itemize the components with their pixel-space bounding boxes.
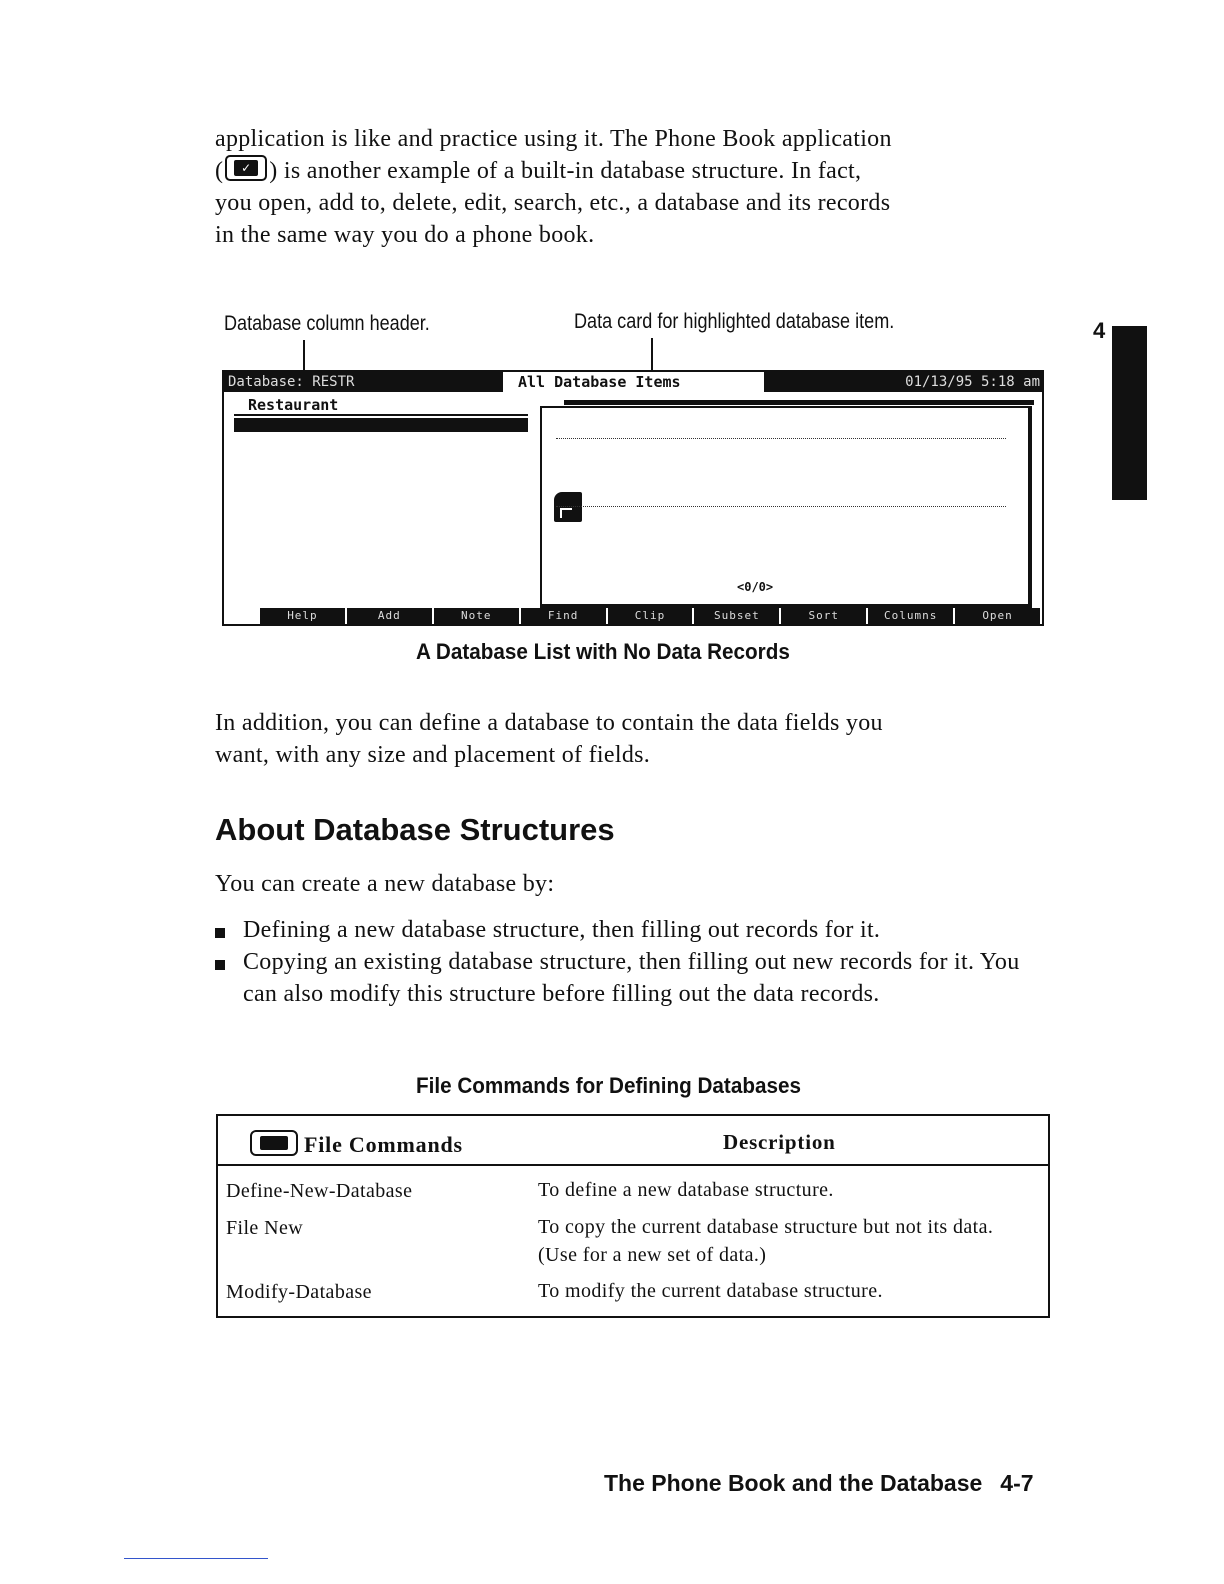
table-cell-command: Define-New-Database bbox=[226, 1180, 413, 1202]
database-name: Database: RESTR bbox=[224, 372, 503, 392]
addition-paragraph bbox=[215, 707, 1045, 771]
page-footer bbox=[604, 1470, 1034, 1497]
table-header-row bbox=[218, 1116, 1048, 1166]
bullet-icon bbox=[215, 960, 225, 970]
fkey-subset[interactable]: Subset bbox=[694, 608, 781, 624]
table-cell-description: To copy the current database structure but not its data. (Use for a new set of data.) bbox=[538, 1216, 994, 1266]
callout-data-card: Data card for highlighted database item. bbox=[574, 310, 895, 333]
page-number: 4-7 bbox=[1000, 1470, 1034, 1496]
table-cell-description: To modify the current database structure. bbox=[538, 1280, 883, 1302]
section-heading: About Database Structures bbox=[215, 812, 615, 847]
bullet-list bbox=[215, 914, 1045, 1010]
intro-line-4: in the same way you do a phone book. bbox=[215, 222, 595, 248]
intro-line-1: application is like and practice using it. The Phone Book application bbox=[215, 126, 892, 152]
data-card bbox=[540, 406, 1032, 608]
bullet-icon bbox=[215, 928, 225, 938]
note-icon bbox=[554, 492, 582, 522]
chapter-number: 4 bbox=[1093, 318, 1106, 343]
intro-line-2-pre: ( bbox=[215, 158, 224, 184]
view-name: All Database Items bbox=[518, 373, 681, 391]
intro-line-3: you open, add to, delete, edit, search, etc., a database and its records bbox=[215, 190, 891, 216]
figure-caption: A Database List with No Data Records bbox=[416, 639, 790, 664]
table-header-commands bbox=[250, 1130, 463, 1158]
column-underline bbox=[234, 414, 528, 416]
bullet-text: Copying an existing database structure, then filling out new records for it. You can also modify this structure before filling out the data records. bbox=[243, 949, 1020, 1007]
fkey-open[interactable]: Open bbox=[982, 609, 1013, 622]
intro-line-2 bbox=[215, 155, 1045, 187]
fkey-sort[interactable]: Sort bbox=[781, 608, 868, 624]
record-count: <0/0> bbox=[737, 580, 774, 594]
fkey-find[interactable]: Find bbox=[521, 608, 608, 624]
addition-line-2: want, with any size and placement of fields. bbox=[215, 742, 651, 768]
screen-title-bar bbox=[224, 372, 1042, 394]
table-cell-description: To define a new database structure. bbox=[538, 1179, 834, 1201]
fkey-help[interactable]: Help bbox=[260, 608, 347, 624]
fkey-clip[interactable]: Clip bbox=[608, 608, 695, 624]
card-field-line bbox=[556, 438, 1006, 439]
col1-label: File Commands bbox=[304, 1132, 463, 1157]
table-cell-command: Modify-Database bbox=[226, 1281, 372, 1303]
phone-book-key-icon: ✓ bbox=[225, 155, 267, 181]
addition-line-1: In addition, you can define a database to contain the data fields you bbox=[215, 710, 883, 736]
file-key-icon bbox=[250, 1130, 298, 1156]
chapter-tab-bar bbox=[1112, 326, 1147, 500]
function-key-bar bbox=[260, 608, 1040, 624]
table-caption: File Commands for Defining Databases bbox=[416, 1073, 801, 1098]
date-time: 01/13/95 5:18 am bbox=[764, 372, 1042, 392]
create-intro: You can create a new database by: bbox=[215, 871, 555, 897]
intro-line-2-post: ) is another example of a built-in database structure. In fact, bbox=[269, 158, 862, 184]
callout-column-header: Database column header. bbox=[224, 312, 430, 335]
file-commands-table bbox=[216, 1114, 1050, 1318]
table-header-description: Description bbox=[723, 1130, 836, 1154]
fkey-columns[interactable]: Columns bbox=[868, 608, 955, 624]
fkey-note[interactable]: Note bbox=[434, 608, 521, 624]
list-item bbox=[215, 914, 1045, 946]
fkey-add[interactable]: Add bbox=[347, 608, 434, 624]
card-field-line bbox=[556, 506, 1006, 507]
highlighted-row[interactable] bbox=[234, 418, 528, 432]
database-screenshot bbox=[222, 370, 1044, 626]
footnote-rule bbox=[124, 1558, 268, 1559]
footer-title: The Phone Book and the Database bbox=[604, 1470, 983, 1496]
table-cell-command: File New bbox=[226, 1217, 304, 1239]
intro-paragraph bbox=[215, 123, 1045, 251]
list-item bbox=[215, 946, 1045, 1010]
column-header[interactable]: Restaurant bbox=[248, 396, 339, 414]
bullet-text: Defining a new database structure, then filling out records for it. bbox=[243, 917, 881, 943]
